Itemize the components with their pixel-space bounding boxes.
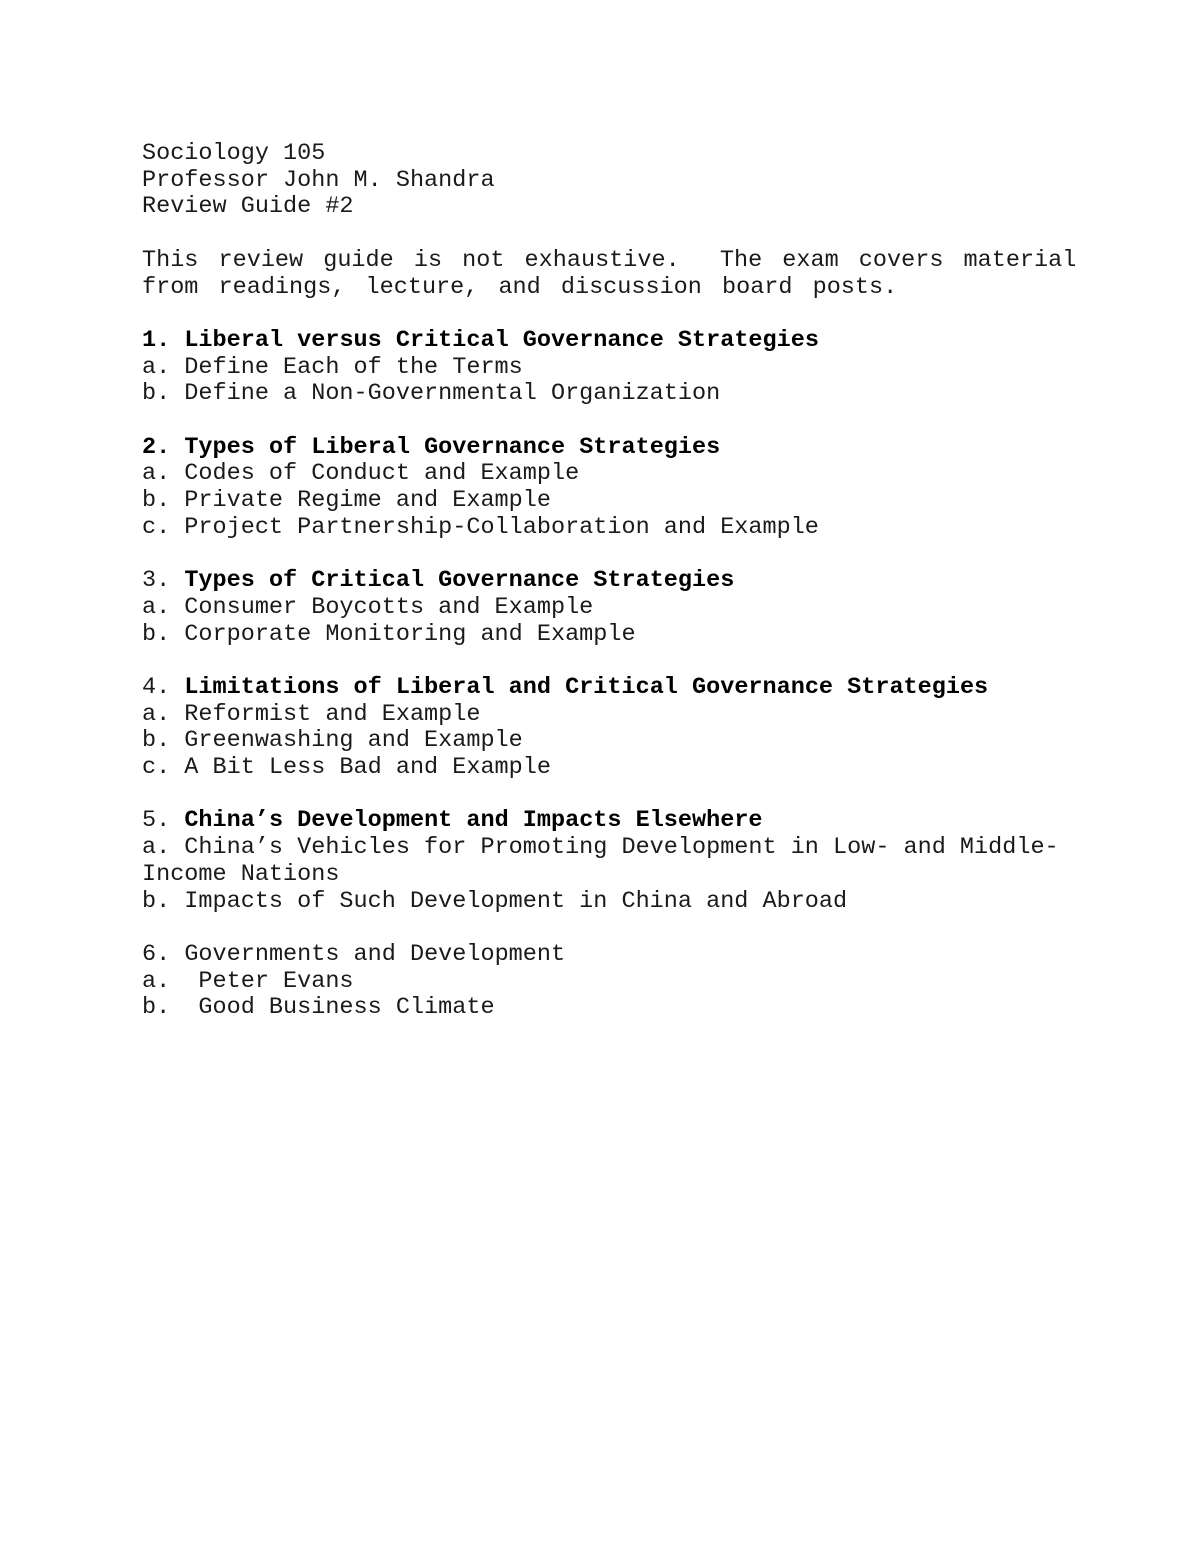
section-heading — [142, 568, 1142, 595]
section-items — [142, 969, 1142, 1022]
spacer — [142, 301, 1142, 328]
section-heading — [142, 675, 1142, 702]
spacer — [142, 408, 1142, 435]
list-item: b. Greenwashing and Example — [142, 727, 523, 755]
section-items — [142, 702, 1142, 782]
section-items — [142, 461, 1142, 541]
document-header — [142, 141, 1142, 221]
section-5 — [142, 808, 1142, 915]
list-item: a. Consumer Boycotts and Example — [142, 593, 594, 621]
section-title: Types of Liberal Governance Strategies — [184, 433, 721, 461]
spacer — [142, 782, 1142, 809]
section-title: Limitations of Liberal and Critical Governance Strategies — [184, 673, 989, 701]
intro-paragraph — [142, 248, 1142, 301]
list-item: b. Impacts of Such Development in China and Abroad — [142, 887, 848, 915]
professor-name: Professor John M. Shandra — [142, 166, 495, 194]
spacer — [142, 221, 1142, 248]
section-items — [142, 835, 1142, 915]
intro-line: from readings, lecture, and discussion board posts. — [142, 273, 898, 301]
spacer — [142, 648, 1142, 675]
list-item: c. A Bit Less Bad and Example — [142, 754, 551, 782]
section-number: 1. — [142, 326, 171, 354]
intro-line: This review guide is not exhaustive. The exam covers material — [142, 246, 1077, 274]
list-item: a. Codes of Conduct and Example — [142, 460, 580, 488]
guide-title: Review Guide #2 — [142, 193, 354, 221]
list-item: b. Private Regime and Example — [142, 487, 551, 515]
section-title: Governments and Development — [184, 940, 566, 968]
section-heading — [142, 435, 1142, 462]
list-item: a. China’s Vehicles for Promoting Development in Low- and Middle- — [142, 834, 1059, 862]
section-title: China’s Development and Impacts Elsewhere — [184, 807, 763, 835]
section-1 — [142, 328, 1142, 408]
section-items — [142, 595, 1142, 648]
section-title: Liberal versus Critical Governance Strategies — [184, 326, 819, 354]
document-page — [142, 141, 1142, 1022]
section-heading — [142, 328, 1142, 355]
section-heading — [142, 808, 1142, 835]
section-2 — [142, 435, 1142, 542]
section-4 — [142, 675, 1142, 782]
list-item: a. Reformist and Example — [142, 700, 481, 728]
list-item: Income Nations — [142, 860, 340, 888]
section-number: 5. — [142, 807, 171, 835]
list-item: b. Good Business Climate — [142, 994, 495, 1022]
course-name: Sociology 105 — [142, 140, 326, 167]
section-items — [142, 355, 1142, 408]
section-number: 3. — [142, 567, 171, 595]
list-item: b. Define a Non-Governmental Organization — [142, 380, 721, 408]
section-number: 6. — [142, 940, 171, 968]
list-item: a. Peter Evans — [142, 967, 354, 995]
section-3 — [142, 568, 1142, 648]
section-6 — [142, 942, 1142, 1022]
section-number: 4. — [142, 673, 171, 701]
list-item: b. Corporate Monitoring and Example — [142, 620, 636, 648]
section-number: 2. — [142, 433, 171, 461]
section-heading — [142, 942, 1142, 969]
spacer — [142, 915, 1142, 942]
list-item: c. Project Partnership-Collaboration and Example — [142, 513, 819, 541]
spacer — [142, 542, 1142, 569]
list-item: a. Define Each of the Terms — [142, 353, 523, 381]
section-title: Types of Critical Governance Strategies — [184, 567, 735, 595]
